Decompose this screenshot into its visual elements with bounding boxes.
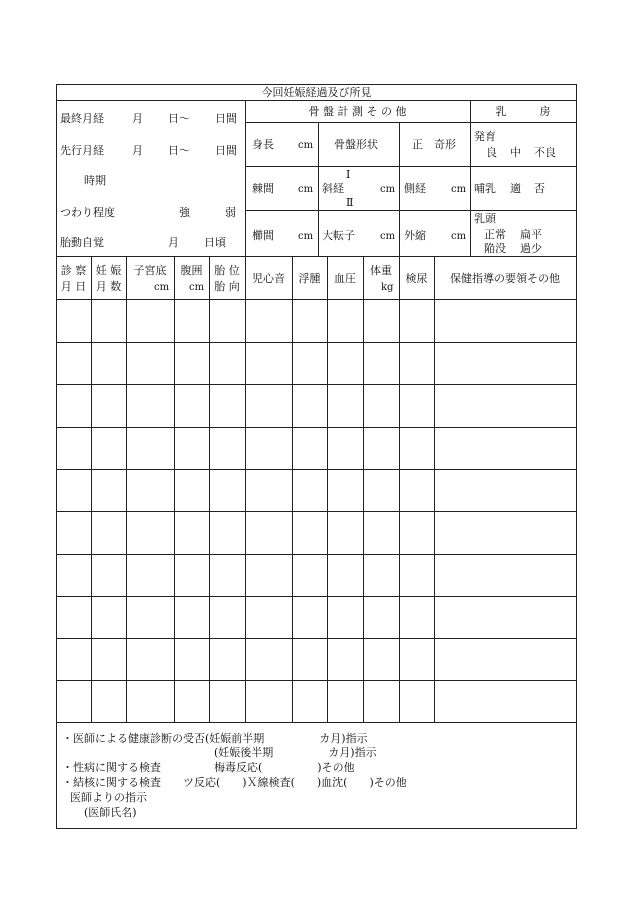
- prev-period-label: 先行月経: [60, 144, 104, 157]
- col-abdominal-unit: cm: [189, 282, 205, 293]
- col-guidance: 保健指導の要領その他: [450, 272, 560, 285]
- development-poor: 不良: [534, 146, 556, 159]
- lateral-unit: cm: [451, 184, 467, 195]
- col-weight-unit: kg: [381, 282, 394, 293]
- col-urinalysis: 検尿: [405, 272, 428, 285]
- pelvis-shape-label: 骨盤形状: [334, 138, 378, 151]
- development-label: 発育: [474, 130, 496, 143]
- prev-period-month: 月: [132, 144, 143, 157]
- last-period-month: 月: [132, 112, 143, 125]
- note-health-check: ・医師による健康診断の受否(妊娠前半期 カ月)指示: [62, 732, 368, 745]
- note-late-pregnancy: (妊娠後半期 カ月)指示: [214, 746, 377, 759]
- note-syphilis: 梅毒反応( )その他: [214, 761, 355, 774]
- col-fundal-height: 子宮底: [133, 264, 167, 277]
- prev-period-days: 日間: [215, 144, 237, 157]
- col-exam-date-1: 診 察: [60, 264, 87, 277]
- pelvis-abnormal: 奇形: [434, 138, 456, 151]
- note-doctor-instruction: 医師よりの指示: [70, 791, 147, 804]
- oblique-label: 斜経: [322, 182, 344, 195]
- spinal-label: 棘間: [252, 182, 274, 195]
- last-period-days: 日間: [215, 112, 237, 125]
- breast-heading: 乳 房: [495, 105, 551, 118]
- nipple-inverted: 陥没: [484, 242, 506, 255]
- note-std-test: ・性病に関する検査: [62, 761, 161, 774]
- lactation-fit: 適: [510, 182, 521, 195]
- col-fundal-unit: cm: [154, 282, 170, 293]
- pelvis-heading: 骨 盤 計 測 そ の 他: [308, 105, 407, 118]
- col-exam-date-2: 月 日: [60, 280, 87, 293]
- nausea-degree-label: つわり程度: [60, 206, 115, 219]
- trochanter-unit: cm: [380, 231, 396, 242]
- note-tb-test: ・結核に関する検査 ツ反応( )Ｘ線検査( )血沈( )その他: [62, 776, 407, 789]
- external-label: 外縮: [404, 229, 426, 242]
- crest-unit: cm: [298, 231, 314, 242]
- crest-label: 櫛間: [252, 229, 274, 242]
- nipple-small: 過少: [520, 242, 542, 255]
- nipple-flat: 扁平: [520, 228, 542, 241]
- col-abdominal: 腹囲: [180, 264, 203, 277]
- lactation-label: 哺乳: [474, 182, 496, 195]
- col-pregnancy-month-1: 妊 娠: [95, 264, 122, 277]
- col-pregnancy-month-2: 月 数: [95, 280, 122, 293]
- oblique-roman-2: Ⅱ: [346, 196, 354, 209]
- nipple-label: 乳頭: [474, 212, 496, 225]
- col-fetal-position-2: 胎 向: [214, 280, 240, 293]
- last-period-day: 日〜: [168, 112, 190, 125]
- fetal-move-month: 月: [168, 236, 179, 249]
- external-unit: cm: [451, 231, 467, 242]
- prev-period-day: 日〜: [168, 144, 190, 157]
- height-label: 身長: [252, 138, 274, 151]
- height-unit: cm: [298, 140, 314, 151]
- col-edema: 浮腫: [298, 272, 321, 285]
- nausea-weak: 弱: [225, 206, 236, 219]
- development-good: 良: [486, 146, 497, 159]
- col-blood-pressure: 血圧: [334, 272, 356, 285]
- last-period-label: 最終月経: [60, 112, 104, 125]
- nipple-normal: 正常: [484, 228, 506, 241]
- note-doctor-name: (医師氏名): [84, 806, 137, 819]
- oblique-roman-1: Ⅰ: [346, 168, 351, 181]
- col-fetal-position-1: 胎 位: [214, 264, 240, 277]
- col-heart-sound: 児心音: [252, 272, 285, 285]
- fetal-move-day: 日頃: [204, 236, 226, 249]
- nausea-time-label: 時期: [84, 174, 106, 187]
- col-weight: 体重: [370, 264, 392, 277]
- pelvis-normal: 正: [412, 138, 423, 151]
- development-mid: 中: [510, 146, 521, 159]
- lactation-unfit: 否: [534, 182, 545, 195]
- nausea-strong: 強: [179, 206, 190, 219]
- fetal-move-label: 胎動自覚: [60, 236, 104, 249]
- trochanter-label: 大転子: [322, 229, 355, 242]
- oblique-unit: cm: [380, 184, 396, 195]
- form-title: 今回妊娠経過及び所見: [261, 86, 372, 99]
- lateral-label: 側経: [404, 182, 426, 195]
- spinal-unit: cm: [298, 184, 314, 195]
